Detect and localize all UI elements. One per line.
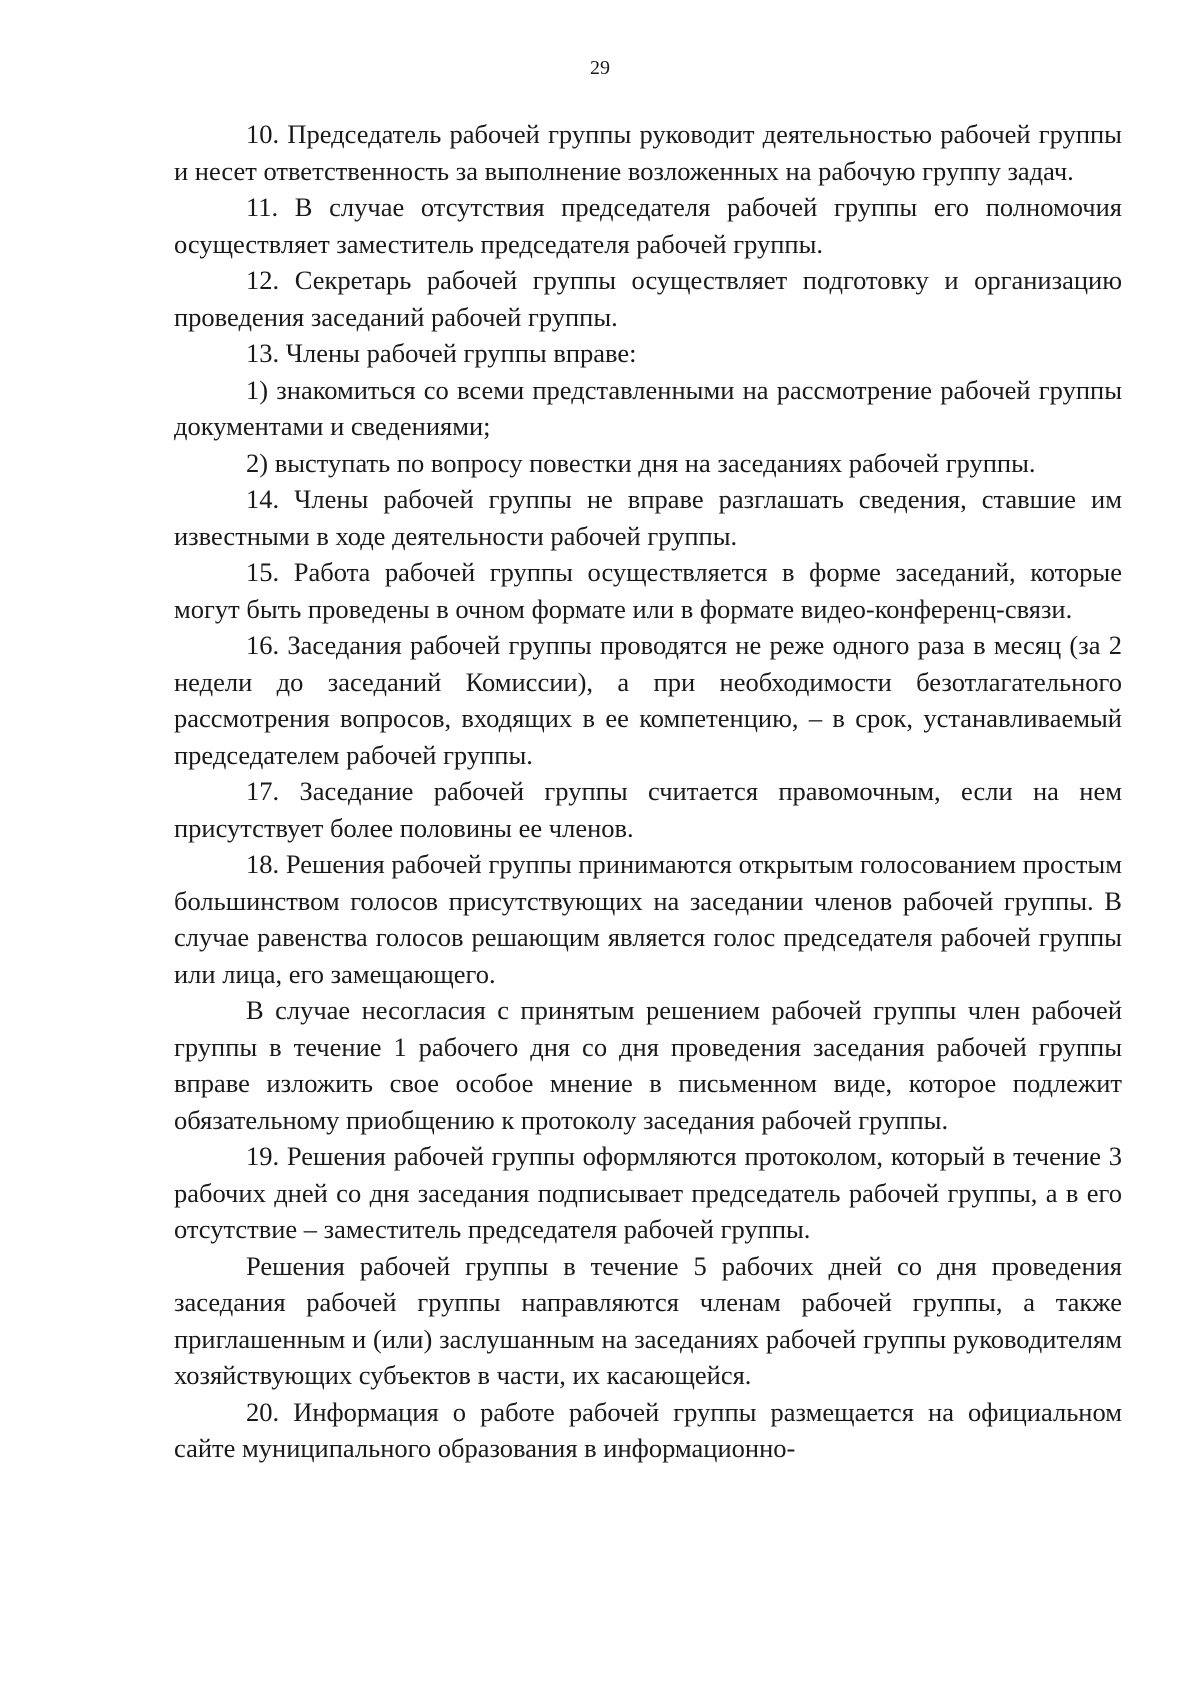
paragraph-20: 20. Информация о работе рабочей группы размещается на официальном сайте муниципального образования в информационно- — [174, 1396, 1122, 1463]
paragraph-17: 17. Заседание рабочей группы считается правомочным, если на нем присутствует более половины ее членов. — [174, 776, 1122, 843]
page-number: 29 — [590, 57, 610, 79]
paragraph-13-item-2: 2) выступать по вопросу повестки дня на заседаниях рабочей группы. — [246, 447, 1036, 478]
paragraph-19-continued: Решения рабочей группы в течение 5 рабочих дней со дня проведения заседания рабочей группы направляются членам рабочей группы, а также приглашенным и (или) заслушанным на заседаниях рабочей группы руководителям хозяйствующих субъектов в части, их касающейся. — [174, 1250, 1122, 1390]
paragraph-13: 13. Члены рабочей группы вправе: — [246, 338, 637, 368]
paragraph-16: 16. Заседания рабочей группы проводятся не реже одного раза в месяц (за 2 недели до заседаний Комиссии), а при необходимости безотлагательного рассмотрения вопросов, входящих в ее компетенцию, – в срок, устанавливаемый председателем рабочей группы. — [174, 630, 1122, 770]
paragraph-13-item-1: 1) знакомиться со всеми представленными на рассмотрение рабочей группы документами и сведениями; — [174, 374, 1122, 441]
paragraph-18-continued: В случае несогласия с принятым решением рабочей группы член рабочей группы в течение 1 рабочего дня со дня проведения заседания рабочей группы вправе изложить свое особое мнение в письменном виде, которое подлежит обязательному приобщению к протоколу заседания рабочей группы. — [174, 995, 1122, 1135]
paragraph-11: 11. В случае отсутствия председателя рабочей группы его полномочия осуществляет заместитель председателя рабочей группы. — [174, 192, 1122, 259]
document-body — [174, 116, 1122, 1467]
paragraph-15: 15. Работа рабочей группы осуществляется в форме заседаний, которые могут быть проведены в очном формате или в формате видео-конференц-связи. — [174, 557, 1122, 624]
paragraph-10: 10. Председатель рабочей группы руководит деятельностью рабочей группы и несет ответственность за выполнение возложенных на рабочую группу задач. — [174, 119, 1122, 186]
paragraph-14: 14. Члены рабочей группы не вправе разглашать сведения, ставшие им известными в ходе деятельности рабочей группы. — [174, 484, 1122, 551]
paragraph-19: 19. Решения рабочей группы оформляются протоколом, который в течение 3 рабочих дней со дня заседания подписывает председатель рабочей группы, а в его отсутствие – заместитель председателя рабочей группы. — [174, 1141, 1122, 1244]
paragraph-12: 12. Секретарь рабочей группы осуществляет подготовку и организацию проведения заседаний рабочей группы. — [174, 265, 1122, 332]
paragraph-18: 18. Решения рабочей группы принимаются открытым голосованием простым большинством голосов присутствующих на заседании членов рабочей группы. В случае равенства голосов решающим является голос председателя рабочей группы или лица, его замещающего. — [174, 849, 1122, 989]
